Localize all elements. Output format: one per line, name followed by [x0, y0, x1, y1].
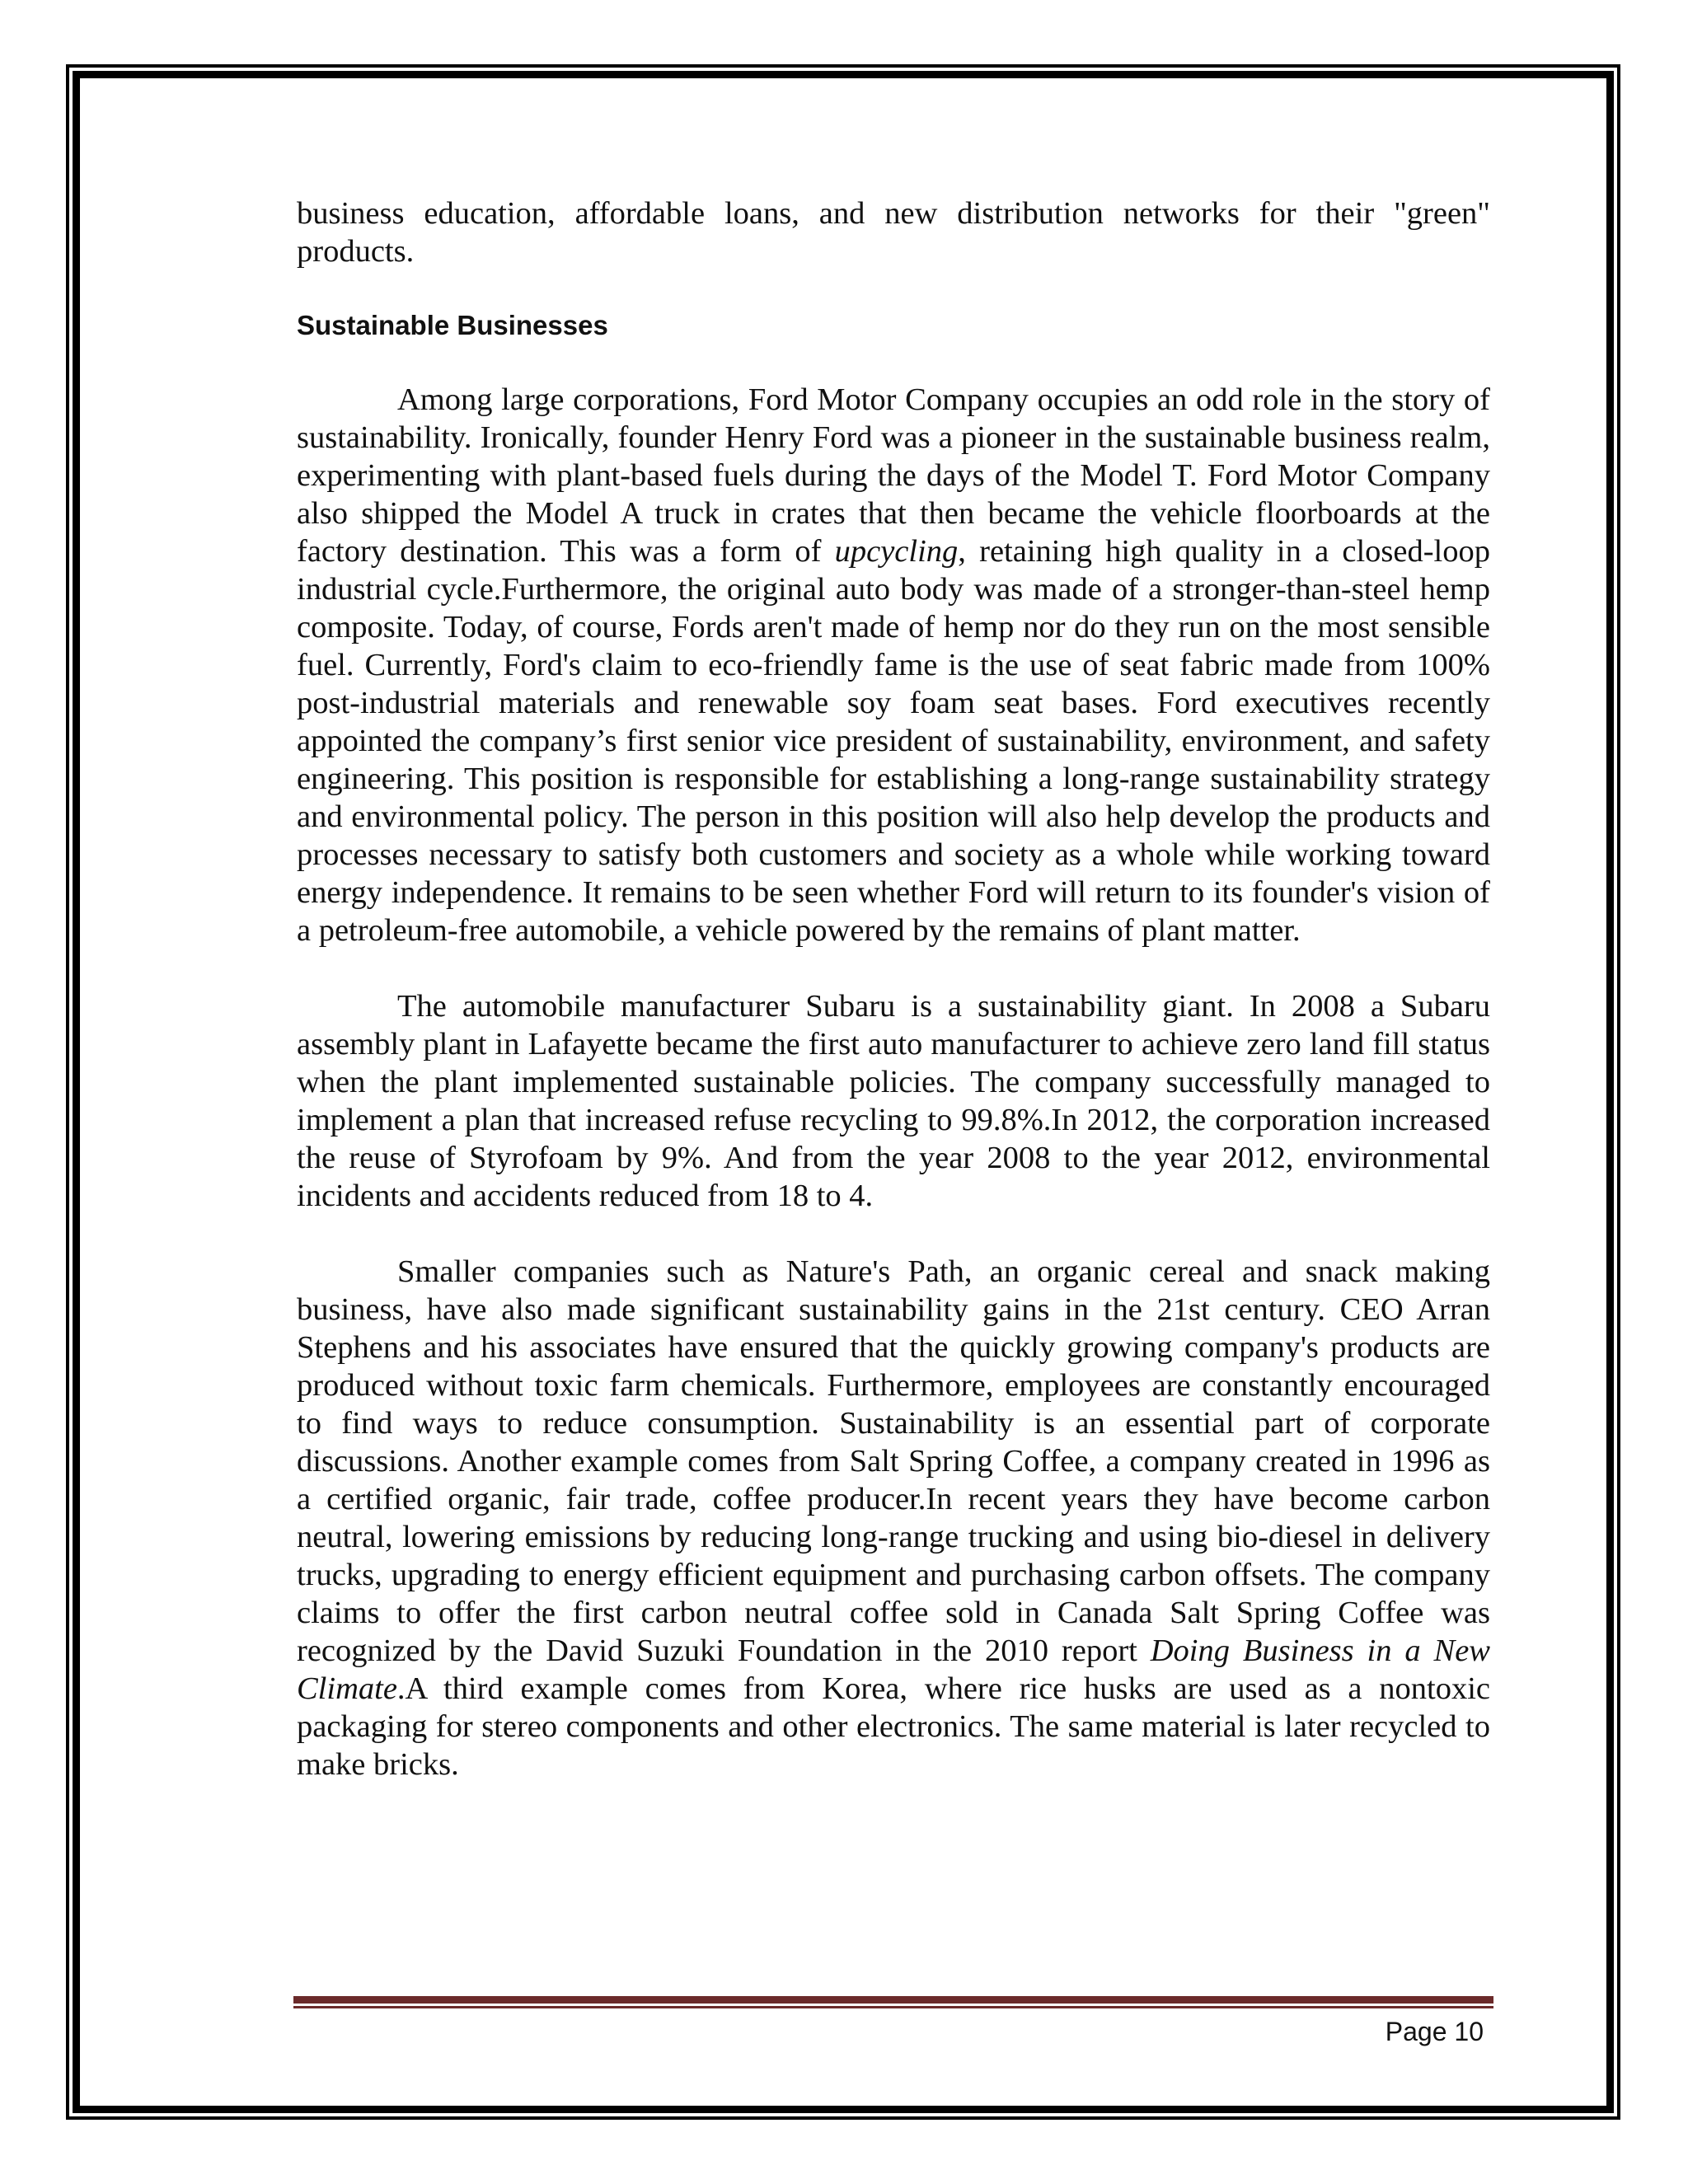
document-body — [297, 194, 1490, 1821]
paragraph-smaller-italic: Doing Business in a New Climate — [297, 1633, 1490, 1706]
paragraph-subaru: The automobile manufacturer Subaru is a sustainability giant. In 2008 a Subaru assembly plant in Lafayette became the first auto manufacturer to achieve zero land fill status when the plant implemented sustainable policies. The company successfully managed to implement a plan that increased refuse recycling to 99.8%.In 2012, the corporation increased the reuse of Styrofoam by 9%. And from the year 2008 to the year 2012, environmental incidents and accidents reduced from 18 to 4. — [297, 989, 1490, 1213]
paragraph-smaller-text-2: .A third example comes from Korea, where rice husks are used as a nontoxic packaging for stereo components and other electronics. The same material is later recycled to make bricks. — [297, 1671, 1490, 1782]
paragraph-ford-text-2: , retaining high quality in a closed-loop industrial cycle.Furthermore, the original auto body was made of a stronger-than-steel hemp composite. Today, of course, Fords aren't made of hemp nor do they run on the most sensible fuel. Currently, Ford's claim to eco-friendly fame is the use of seat fabric made from 100% post-industrial materials and renewable soy foam seat bases. Ford executives recently appointed the company’s first senior vice president of sustainability, environment, and safety engineering. This position is responsible for establishing a long-range sustainability strategy and environmental policy. The person in this position will also help develop the products and processes necessary to satisfy both customers and society as a whole while working toward energy independence. It remains to be seen whether Ford will return to its founder's vision of a petroleum-free automobile, a vehicle powered by the remains of plant matter. — [297, 534, 1490, 948]
footer-rule-thick — [293, 1996, 1493, 2004]
paragraph-ford — [297, 381, 1490, 949]
paragraph-smaller-text-1: Smaller companies such as Nature's Path, an organic cereal and snack making business, have also made significant sustainability gains in the 21st century. CEO Arran Stephens and his associates have ensured that the quickly growing company's products are produced without toxic farm chemicals. Furthermore, employees are constantly encouraged to find ways to reduce consumption. Sustainability is an essential part of corporate discussions. Another example comes from Salt Spring Coffee, a company created in 1996 as a certified organic, fair trade, coffee producer.In recent years they have become carbon neutral, lowering emissions by reducing long-range trucking and using bio-diesel in delivery trucks, upgrading to energy efficient equipment and purchasing carbon offsets. The company claims to offer the first carbon neutral coffee sold in Canada Salt Spring Coffee was recognized by the David Suzuki Foundation in the 2010 report — [297, 1254, 1490, 1668]
paragraph-ford-italic: upcycling — [834, 534, 959, 569]
page-number: Page 10 — [1385, 2017, 1484, 2046]
footer-rule-thin — [293, 2006, 1493, 2008]
paragraph-smaller-companies — [297, 1253, 1490, 1783]
continuation-paragraph: business education, affordable loans, and new distribution networks for their "green" products. — [297, 196, 1490, 269]
paragraph-ford-text-1: Among large corporations, Ford Motor Company occupies an odd role in the story of sustainability. Ironically, founder Henry Ford was a pioneer in the sustainable business realm, experimenting with plant-based fuels during the days of the Model T. Ford Motor Company also shipped the Model A truck in crates that then became the vehicle floorboards at the factory destination. This was a form of — [297, 382, 1490, 569]
section-heading: Sustainable Businesses — [297, 310, 608, 340]
